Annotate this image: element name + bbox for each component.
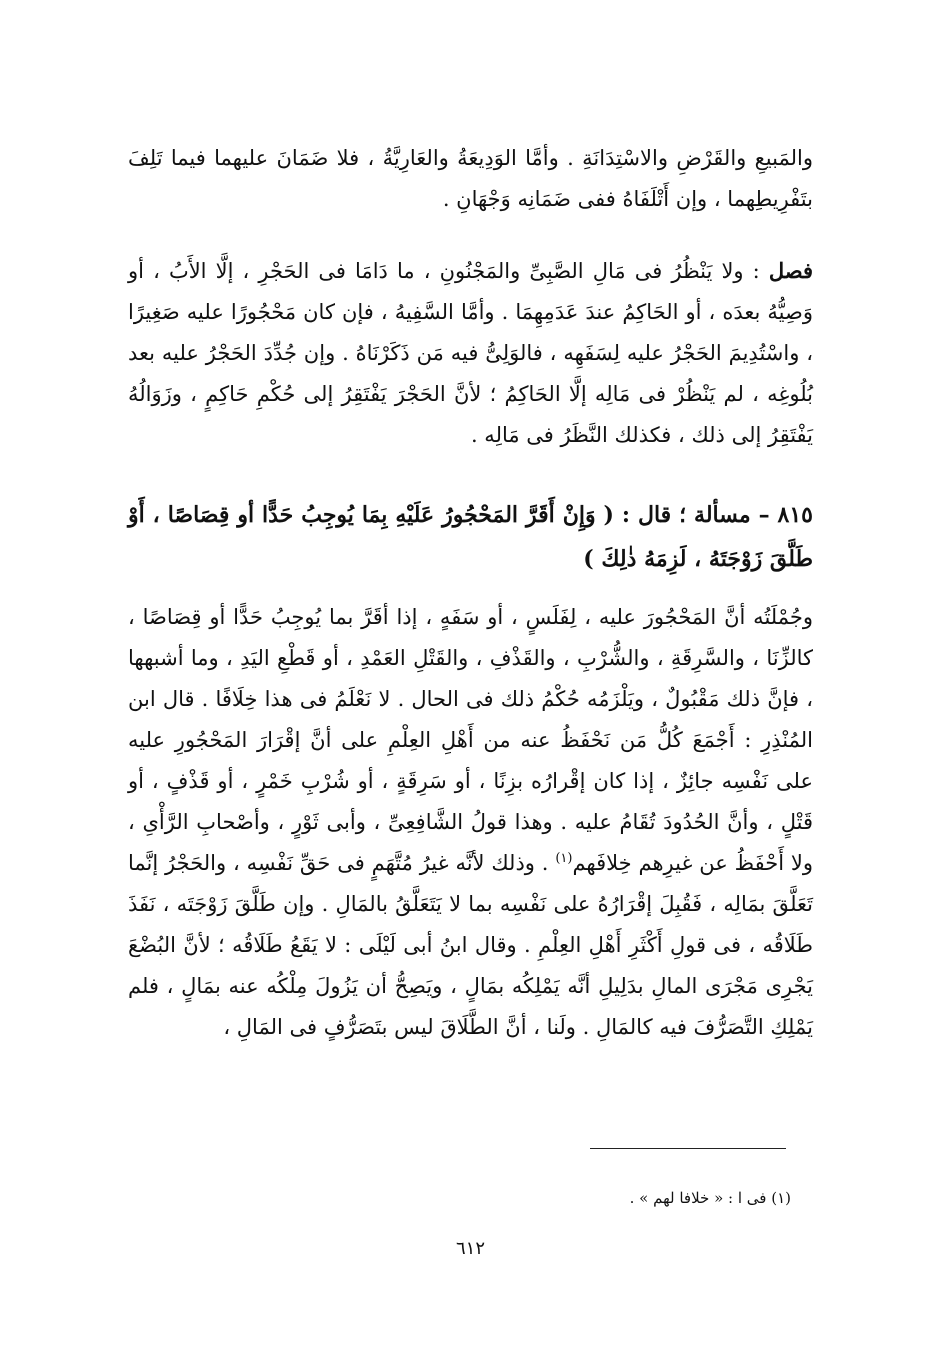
paragraph-fasl-text: : ولا يَنْظُرُ فى مَالِ الصَّبِىِّ والمَجْنُونِ ، ما دَامَا فى الحَجْرِ ، إلَّا الأَبُ ، أو وَصِيُّهُ بعدَه ، أو الحَاكِمُ عندَ عَدَمِهِمَا . وأمَّا السَّفِيهُ ، فإن كان مَحْجُورًا عليه صَغِيرًا ، واسْتُدِيمَ الحَجْرُ عليه لِسَفَهِه ، فالوَلِىُّ فيه مَن ذَكَرْنَاهُ . وإن جُدِّدَ الحَجْرُ عليه بعد بُلُوغِه ، لم يَنْظُرْ فى مَالِه إلَّا الحَاكِمُ ؛ لأنَّ الحَجْرَ يَفْتَقِرُ إلى حُكْمِ حَاكِمٍ ، وزَوَالُهُ يَفْتَقِرُ إلى ذلك ، فكذلك النَّظَرُ فى مَالِه . bbox=[128, 259, 813, 447]
issue-heading bbox=[128, 493, 813, 581]
paragraph-1 bbox=[128, 138, 813, 220]
issue-intro: – مسألة ؛ قال : ( bbox=[603, 502, 770, 528]
paragraph-commentary bbox=[128, 597, 813, 1048]
issue-close: ) bbox=[583, 546, 594, 572]
section-heading-word: فصل bbox=[768, 258, 813, 283]
paragraph-fasl bbox=[128, 250, 813, 456]
commentary-text-a: وجُمْلَتُه أنَّ المَحْجُورَ عليه ، لِفَلَسٍ ، أو سَفَهٍ ، إذا أقَرَّ بما يُوجِبُ حَدًّا أو قِصَاصًا ، كالزِّنَا ، والسَّرِقَةِ ، والشُّرْبِ ، والقَذْفِ ، والقَتْلِ العَمْدِ ، أو قَطْعِ اليَدِ ، وما أشبهها ، فإنَّ ذلك مَقْبُولٌ ، ويَلْزَمُه حُكْمُ ذلك فى الحال . لا نَعْلَمُ فى هذا خِلَافًا . قال ابن المُنْذِرِ : أَجْمَعَ كُلُّ مَن نَحْفَظُ عنه من أَهْلِ العِلْمِ على أنَّ إقْرَارَ المَحْجُورِ عليه على نَفْسِه جائِزٌ ، إذا كان إقْرارُه بزِنًا ، أو سَرِقَةٍ ، أو شُرْبِ خَمْرٍ ، أو قَذْفٍ ، أو قَتْلٍ ، وأنَّ الحُدُودَ تُقَامُ عليه . وهذا قولُ الشَّافِعِىِّ ، وأبى ثَوْرٍ ، وأصْحابِ الرَّأْىِ ، ولا أَحْفَظُ عن غيرِهم خِلافَهم bbox=[128, 605, 813, 875]
commentary-text-b: . وذلك لأنَّه غيرُ مُتَّهَمٍ فى حَقِّ نَفْسِه ، والحَجْرُ إنَّما تَعَلَّقَ بمَالِه ، فَقُبِلَ إقْرَارُهُ على نَفْسِه بما لا يَتَعَلَّقُ بالمَالِ . وإن طَلَّقَ زَوْجَتَه ، نَفَذَ طَلَاقُه ، فى قولِ أَكْثَرِ أَهْلِ العِلْمِ . وقال ابنُ أبى لَيْلَى : لا يَقَعُ طَلَاقُه ؛ لأنَّ البُضْعَ يَجْرِى مَجْرَى المالِ بدَلِيلِ أنَّه يَمْلِكُه بمَالٍ ، ويَصِحُّ أن يَزُولَ مِلْكُه عنه بمَالٍ ، فلم يَمْلِكِ التَّصَرُّفَ فيه كالمَالِ . ولَنا ، أنَّ الطَّلَاقَ ليس بتَصَرُّفٍ فى المَالِ ، bbox=[128, 851, 813, 1039]
paragraph-1-text: والمَبيعِ والقَرْضِ والاسْتِدَانَةِ . وأمَّا الوَدِيعَةُ والعَارِيَّةُ ، فلا ضَمَانَ عليهما فيما تَلِفَ بتَفْرِيطِهما ، وإن أَتْلَفَاهُ ففى ضَمَانِه وَجْهَانِ . bbox=[128, 146, 813, 211]
footnote: (١) فى ا : « خلافا لهم » . bbox=[629, 1189, 791, 1207]
footnote-marker[interactable]: (١) bbox=[555, 851, 573, 866]
issue-text: وَإِنْ أَقَرَّ المَحْجُورُ عَلَيْهِ بِمَا يُوجِبُ حَدًّا أو قِصَاصًا ، أَوْ طَلَّقَ زَوْجَتَهُ ، لَزِمَهُ ذٰلِكَ bbox=[128, 502, 813, 572]
footnote-divider bbox=[590, 1148, 786, 1149]
page-number: ٦١٢ bbox=[455, 1238, 485, 1259]
issue-number: ٨١٥ bbox=[777, 502, 813, 528]
